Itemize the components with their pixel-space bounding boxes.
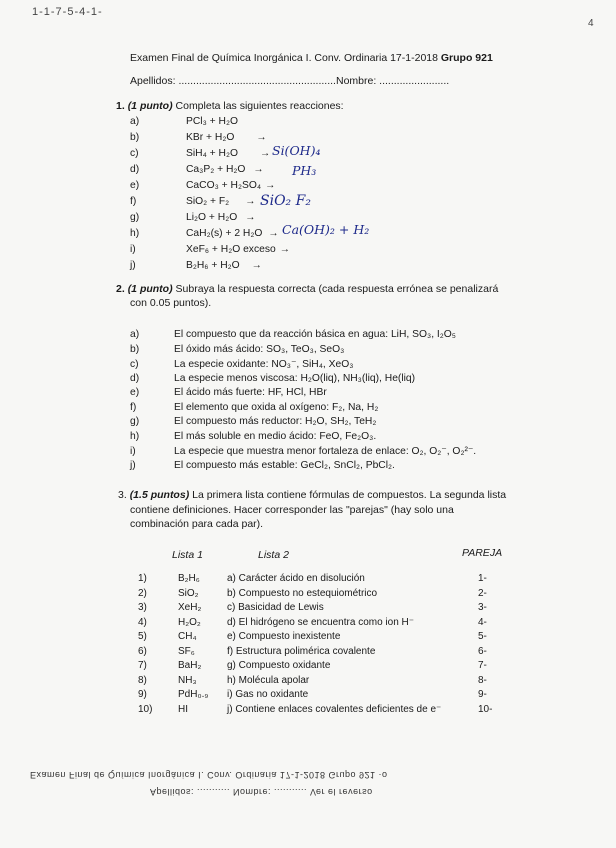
q3-number: 3.	[118, 489, 127, 501]
arrow: →	[253, 164, 264, 175]
name-field[interactable]: Nombre: ........................	[335, 75, 450, 87]
q2-item-f: f) El elemento que oxida al oxígeno: F₂, Na, H₂	[130, 401, 379, 413]
student-fields	[130, 75, 449, 87]
q2-item-a: a) El compuesto que da reacción básica en agua: LiH, SO₃, I₂O₅	[130, 329, 456, 340]
arrow: →	[268, 228, 279, 239]
q2-prompt	[116, 282, 498, 297]
surname-field[interactable]: Apellidos: ......................................................	[130, 75, 336, 87]
arrow: →	[265, 180, 276, 191]
bleed-through-line-1: Examen Final de Química Inorgánica I. Conv. Ordinaria 17-1-2018 Grupo 921 ·o	[30, 770, 388, 780]
exam-header	[130, 52, 493, 64]
q1-prompt	[116, 100, 344, 112]
q1-item-h: h) CaH₂(s) + 2 H₂O →	[130, 228, 279, 239]
q2-item-g: g) El compuesto más reductor: H₂O, SH₂, TeH₂	[130, 416, 377, 427]
arrow: →	[279, 244, 290, 255]
handwritten-answer-d: PH₃	[292, 163, 317, 178]
q1-item-b: b) KBr + H₂O →	[130, 132, 267, 143]
handwritten-answer-f: SiO₂ F₂	[260, 193, 311, 209]
q1-item-a: a) PCl₃ + H₂O	[130, 116, 238, 127]
arrow: →	[256, 132, 267, 143]
corner-scribble: 1-1-7-5-4-1-	[32, 6, 103, 18]
handwritten-answer-h: Ca(OH)₂ + H₂	[282, 222, 370, 237]
q2-number: 2.	[116, 283, 125, 295]
q1-item-g: g) Li₂O + H₂O →	[130, 212, 256, 223]
q1-item-d: d) Ca₃P₂ + H₂O →	[130, 164, 264, 175]
arrow: →	[259, 148, 271, 159]
q2-item-b: b) El óxido más ácido: SO₃, TeO₃, SeO₃	[130, 343, 345, 355]
pair-header: PAREJA	[462, 547, 503, 559]
q2-item-e: e) El ácido más fuerte: HF, HCl, HBr	[130, 387, 327, 398]
arrow: →	[245, 196, 256, 207]
q1-item-j: j) B₂H₆ + H₂O →	[130, 260, 262, 271]
q1-item-f: f) SiO₂ + F₂ →	[130, 196, 256, 207]
exam-title: Examen Final de Química Inorgánica I. Conv. Ordinaria 17-1-2018	[130, 52, 438, 64]
list1-header: Lista 1	[172, 549, 203, 561]
q2-item-d: d) La especie menos viscosa: H₂O(liq), NH₃(liq), He(liq)	[130, 372, 416, 384]
q3-prompt	[118, 488, 506, 532]
q1-points: (1 punto)	[127, 100, 173, 112]
q3-line3: combinación para cada par).	[130, 518, 264, 530]
q2-item-c: c) La especie oxidante: NO₃⁻, SiH₄, XeO₃	[130, 359, 354, 370]
handwritten-answer-c: Si(OH)₄	[272, 143, 321, 158]
exam-group: Grupo 921	[440, 52, 493, 64]
q3-line2: contiene definiciones. Hacer corresponder las "parejas" (hay solo una	[130, 503, 454, 516]
q2-item-i: i) La especie que muestra menor fortaleza de enlace: O₂, O₂⁻, O₂²⁻.	[130, 446, 477, 457]
q3-line1: La primera lista contiene fórmulas de compuestos. La segunda lista	[192, 489, 507, 501]
exam-page: 1-1-7-5-4-1- 4 Examen Final de Química Inorgánica I. Conv. Ordinaria 17-1-2018 Grupo 921 Apellidos: ......................................................Nombre: ........................ 1. (1 punto) Completa las siguientes reacciones: a) PCl₃ + H₂O b) KBr + H₂O → c) SiH₄ + H₂O → d) Ca₃P₂ + H₂O → e) CaCO₃ + H₂SO₄ → f) SiO₂ + F₂ → g) Li₂O + H₂O → h) CaH₂(s) + 2 H₂O → i) XeF₆ + H₂O exceso → j) B₂H₆ + H₂O → Si(OH)₄ PH₃ SiO₂ F₂ Ca(OH)₂ + H₂ 2. (1 punto) Subraya la respuesta correcta (cada respuesta errónea se penalizará con 0.05 puntos). a) El compuesto que da reacción básica en agua: LiH, SO₃, I₂O₅ b) El óxido más ácido: SO₃, TeO₃, SeO₃ c) La especie oxidante: NO₃⁻, SiH₄, XeO₃ d) La especie menos viscosa: H₂O(liq), NH₃(liq), He(liq) e) El ácido más fuerte: HF, HCl, HBr f) El elemento que oxida al oxígeno: F₂, Na, H₂ g) El compuesto más reductor: H₂O, SH₂, TeH₂ h) El más soluble en medio ácido: FeO, Fe₂O₃. i) La especie que muestra menor fortaleza de enlace: O₂, O₂⁻, O₂²⁻. j) El compuesto más estable: GeCl₂, SnCl₂, PbCl₂. 3. (1.5 puntos) La primera lista contiene fórmulas de compuestos. La segunda lista contiene definiciones. Hacer corresponder las "parejas" (hay solo una combinación para cada par). Lista 1 Lista 2 PAREJA 1) B₂H₆ a) Carácter ácido en disolución 1- 2) SiO₂ b) Compuesto no estequiométrico 2- 3) XeH₂ c) Basicidad de Lewis 3- 4) H₂O₂ d) El hidrógeno se encuentra como ion H⁻ 4- 5) CH₄ e) Compuesto inexistente 5- 6) SF₆ f) Estructura polimérica covalente 6- 7) BaH₂ g) Compuesto oxidante 7- 8) NH₃ h) Molécula apolar 8- 9) PdH₀.₉ i) Gas no oxidante 9- 10) HI j) Contiene enlaces covalentes deficientes de e⁻ 10- Examen Final de Química Inorgánica I. Conv. Ordinaria 17-1-2018 Grupo 921 ·o Apellidos: ........... Nombre: ........... Ver el reverso	[30, 6, 594, 797]
page-corner-mark: 4	[588, 18, 594, 29]
arrow: →	[245, 212, 256, 223]
q1-text: Completa las siguientes reacciones:	[175, 100, 344, 112]
q2-item-j: j) El compuesto más estable: GeCl₂, SnCl₂, PbCl₂.	[130, 459, 395, 471]
q1-number: 1.	[116, 100, 125, 112]
arrow: →	[251, 260, 262, 271]
q1-item-e: e) CaCO₃ + H₂SO₄ →	[130, 180, 276, 191]
q3-points: (1.5 puntos)	[129, 489, 190, 501]
q2-item-h: h) El más soluble en medio ácido: FeO, Fe₂O₃.	[130, 430, 377, 442]
q1-item-c: c) SiH₄ + H₂O →	[130, 148, 271, 159]
q2-text-line2: con 0.05 puntos).	[130, 297, 212, 309]
q2-points: (1 punto)	[127, 283, 173, 295]
list2-header: Lista 2	[258, 549, 289, 561]
q2-text-line1: Subraya la respuesta correcta (cada respuesta errónea se penalizará	[175, 283, 499, 295]
bleed-through-line-2: Apellidos: ........... Nombre: ........... Ver el reverso	[150, 787, 373, 797]
q1-item-i: i) XeF₆ + H₂O exceso →	[130, 244, 290, 255]
